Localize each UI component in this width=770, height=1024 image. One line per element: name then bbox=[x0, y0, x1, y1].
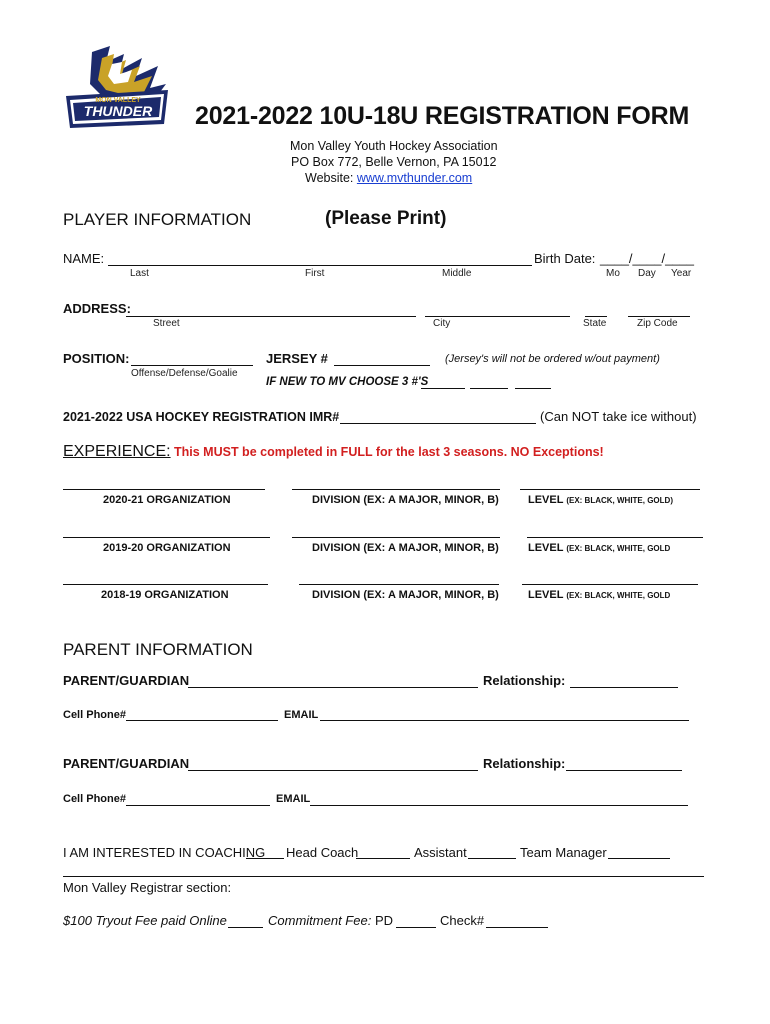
state-field[interactable] bbox=[585, 316, 607, 317]
level-2018-label: LEVEL (EX: BLACK, WHITE, GOLD bbox=[528, 589, 671, 601]
division-2018-label: DIVISION (EX: A MAJOR, MINOR, B) bbox=[312, 589, 499, 601]
division-2018-field[interactable] bbox=[299, 584, 499, 585]
head-coach-label: Head Coach bbox=[286, 845, 359, 860]
jersey-label: JERSEY # bbox=[266, 351, 328, 366]
division-2020-field[interactable] bbox=[292, 489, 500, 490]
tryout-fee-label: $100 Tryout Fee paid Online bbox=[63, 913, 227, 928]
street-field[interactable] bbox=[126, 316, 416, 317]
address-sub-state: State bbox=[583, 318, 607, 329]
experience-warning: This MUST be completed in FULL for the last 3 seasons. NO Exceptions! bbox=[174, 445, 604, 459]
cell-1-label: Cell Phone# bbox=[63, 709, 126, 721]
pd-field[interactable] bbox=[396, 927, 436, 928]
name-field[interactable] bbox=[108, 265, 532, 266]
relationship-2-field[interactable] bbox=[566, 770, 682, 771]
guardian-2-field[interactable] bbox=[188, 770, 478, 771]
section-divider bbox=[63, 876, 704, 877]
position-field[interactable] bbox=[131, 365, 253, 366]
org-2020-label: 2020-21 ORGANIZATION bbox=[103, 494, 231, 506]
email-2-label: EMAIL bbox=[276, 793, 311, 805]
name-sub-last: Last bbox=[130, 268, 149, 279]
zip-field[interactable] bbox=[628, 316, 690, 317]
check-label: Check# bbox=[440, 913, 485, 928]
birth-sub-year: Year bbox=[671, 268, 692, 279]
org-2019-field[interactable] bbox=[63, 537, 270, 538]
name-sub-first: First bbox=[305, 268, 325, 279]
division-2019-field[interactable] bbox=[292, 537, 500, 538]
cell-2-field[interactable] bbox=[126, 805, 270, 806]
cell-1-field[interactable] bbox=[126, 720, 278, 721]
commitment-fee-label: Commitment Fee: bbox=[268, 913, 372, 928]
birth-date-field[interactable]: ____/____/____ bbox=[600, 251, 694, 266]
level-2019-label: LEVEL (EX: BLACK, WHITE, GOLD bbox=[528, 542, 671, 554]
org-2018-field[interactable] bbox=[63, 584, 268, 585]
jersey-choice-1[interactable] bbox=[421, 388, 465, 389]
org-address: PO Box 772, Belle Vernon, PA 15012 bbox=[291, 155, 497, 169]
assistant-label: Assistant bbox=[414, 845, 467, 860]
registrar-heading: Mon Valley Registrar section: bbox=[63, 880, 232, 895]
email-2-field[interactable] bbox=[310, 805, 688, 806]
relationship-2-label: Relationship: bbox=[483, 756, 566, 771]
city-field[interactable] bbox=[425, 316, 570, 317]
level-2020-field[interactable] bbox=[520, 489, 700, 490]
org-2020-field[interactable] bbox=[63, 489, 265, 490]
cell-2-label: Cell Phone# bbox=[63, 793, 126, 805]
guardian-2-label: PARENT/GUARDIAN bbox=[63, 756, 190, 771]
level-2020-label: LEVEL (EX: BLACK, WHITE, GOLD) bbox=[528, 494, 673, 506]
address-sub-zip: Zip Code bbox=[637, 318, 678, 329]
org-name: Mon Valley Youth Hockey Association bbox=[290, 139, 498, 153]
name-label: NAME: bbox=[63, 251, 105, 266]
experience-heading: EXPERIENCE: bbox=[63, 443, 171, 460]
website-line bbox=[305, 171, 472, 185]
svg-text:MON VALLEY: MON VALLEY bbox=[95, 97, 141, 104]
new-choose-label: IF NEW TO MV CHOOSE 3 #'S bbox=[266, 376, 429, 388]
imr-note: (Can NOT take ice without) bbox=[540, 409, 697, 424]
check-field[interactable] bbox=[486, 927, 548, 928]
birth-date-label: Birth Date: bbox=[534, 251, 596, 266]
division-2019-label: DIVISION (EX: A MAJOR, MINOR, B) bbox=[312, 542, 499, 554]
imr-field[interactable] bbox=[340, 423, 536, 424]
thunder-logo bbox=[62, 44, 174, 134]
org-2019-label: 2019-20 ORGANIZATION bbox=[103, 542, 231, 554]
website-link[interactable]: www.mvthunder.com bbox=[356, 171, 473, 185]
relationship-1-field[interactable] bbox=[570, 687, 678, 688]
jersey-choice-3[interactable] bbox=[515, 388, 551, 389]
level-2018-field[interactable] bbox=[522, 584, 698, 585]
team-manager-prefix-field[interactable] bbox=[468, 858, 516, 859]
address-sub-city: City bbox=[433, 318, 451, 329]
position-sub: Offense/Defense/Goalie bbox=[131, 368, 238, 379]
email-1-label: EMAIL bbox=[284, 709, 319, 721]
jersey-choice-2[interactable] bbox=[470, 388, 508, 389]
imr-label: 2021-2022 USA HOCKEY REGISTRATION IMR# bbox=[63, 410, 340, 424]
position-label: POSITION: bbox=[63, 351, 130, 366]
name-sub-middle: Middle bbox=[442, 268, 472, 279]
guardian-1-field[interactable] bbox=[188, 687, 478, 688]
assistant-field[interactable] bbox=[356, 858, 410, 859]
tryout-fee-field[interactable] bbox=[228, 927, 263, 928]
player-info-heading: PLAYER INFORMATION bbox=[63, 210, 252, 229]
level-2019-field[interactable] bbox=[527, 537, 703, 538]
form-title: 2021-2022 10U-18U REGISTRATION FORM bbox=[195, 102, 690, 130]
birth-sub-day: Day bbox=[638, 268, 656, 279]
division-2020-label: DIVISION (EX: A MAJOR, MINOR, B) bbox=[312, 494, 499, 506]
coaching-label: I AM INTERESTED IN COACHING bbox=[63, 845, 266, 860]
guardian-1-label: PARENT/GUARDIAN bbox=[63, 673, 190, 688]
jersey-field[interactable] bbox=[334, 365, 430, 366]
jersey-note: (Jersey's will not be ordered w/out payment) bbox=[445, 353, 660, 365]
svg-text:THUNDER: THUNDER bbox=[83, 103, 153, 119]
org-2018-label: 2018-19 ORGANIZATION bbox=[101, 589, 229, 601]
address-sub-street: Street bbox=[153, 318, 180, 329]
website-label: Website: bbox=[305, 171, 357, 185]
relationship-1-label: Relationship: bbox=[483, 673, 566, 688]
pd-label: PD bbox=[375, 913, 394, 928]
email-1-field[interactable] bbox=[320, 720, 689, 721]
parent-info-heading: PARENT INFORMATION bbox=[63, 640, 253, 659]
please-print-note: (Please Print) bbox=[325, 208, 447, 229]
team-manager-label: Team Manager bbox=[520, 845, 607, 860]
address-label: ADDRESS: bbox=[63, 301, 131, 316]
birth-sub-month: Mo bbox=[606, 268, 620, 279]
head-coach-field[interactable] bbox=[246, 858, 284, 859]
team-manager-field[interactable] bbox=[608, 858, 670, 859]
